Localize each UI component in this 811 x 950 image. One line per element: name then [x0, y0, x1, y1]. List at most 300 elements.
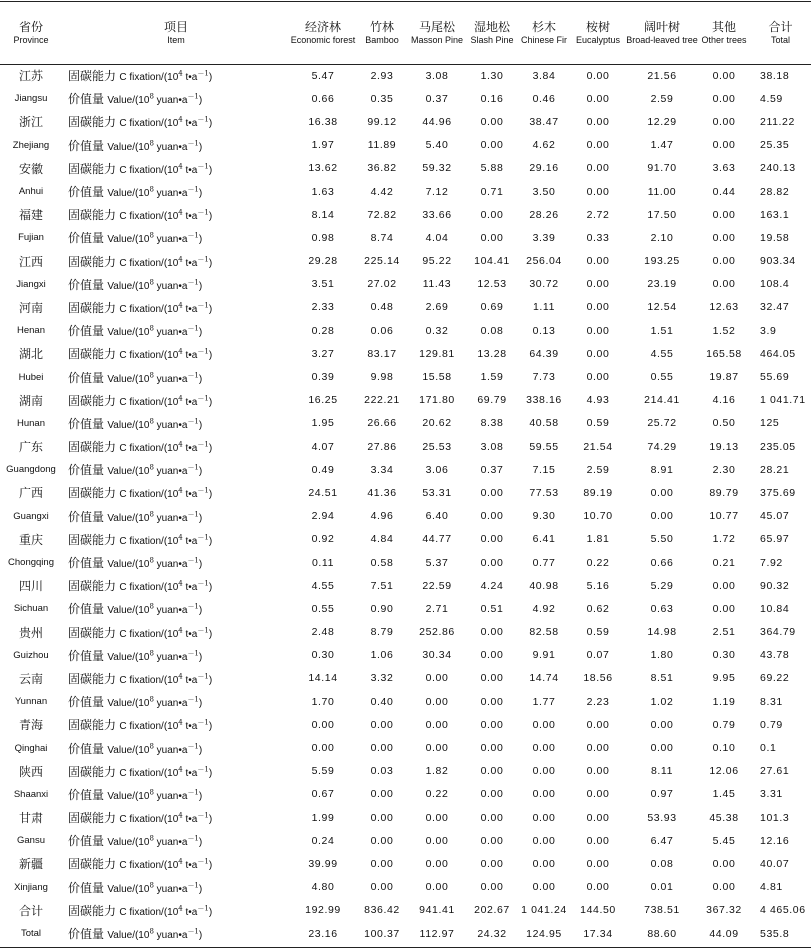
value-cell: 16.38 — [308, 115, 338, 128]
item-text-part: 价值量 — [68, 695, 105, 710]
value-cell: 0.00 — [586, 324, 610, 337]
province-cell: 重庆 — [18, 532, 43, 547]
item-text-part: Value/(10 — [107, 837, 150, 849]
item-text-part: －1 — [187, 92, 199, 101]
value-cell: 0.00 — [712, 208, 736, 221]
value-cell: 22.59 — [422, 579, 452, 592]
value-cell: 0.00 — [480, 208, 504, 221]
item-text-part: 固碳能力 — [68, 300, 117, 315]
value-cell: 36.82 — [367, 162, 397, 175]
header-other-trees: 其他 Other trees — [701, 19, 747, 45]
item-value — [62, 736, 290, 759]
item-text-part: yuan•a — [153, 141, 188, 153]
item-text-part: 4 — [178, 857, 183, 866]
table-row — [0, 713, 811, 736]
header-broad-leaved-tree: 阔叶树 Broad-leaved tree — [626, 19, 698, 45]
item-text-part: 固碳能力 — [68, 486, 117, 501]
value-cell: 0.00 — [311, 718, 335, 731]
value-cell: 0.51 — [480, 602, 504, 615]
value-cell: 0.55 — [311, 602, 335, 615]
item-text-part: ) — [198, 651, 203, 663]
province-cell: Jiangxi — [16, 278, 46, 290]
value-cell: 9.95 — [712, 672, 736, 685]
table-row — [0, 296, 811, 319]
value-cell: 64.39 — [529, 347, 559, 360]
total-cell: 0.79 — [760, 718, 783, 731]
value-cell: 4.07 — [311, 440, 335, 453]
value-cell: 0.06 — [370, 324, 394, 337]
value-cell: 0.35 — [370, 92, 394, 105]
value-cell: 29.28 — [308, 255, 338, 268]
value-cell: 29.16 — [529, 162, 559, 175]
total-cell: 65.97 — [760, 533, 790, 546]
item-text-part: 价值量 — [68, 787, 105, 802]
item-text-part: ) — [198, 280, 203, 292]
value-cell: 1.06 — [370, 649, 394, 662]
total-cell: 90.32 — [760, 579, 790, 592]
value-cell: 3.32 — [370, 672, 394, 685]
table-row — [0, 852, 811, 875]
item-carbon-fixation — [62, 899, 290, 922]
item-text-part: 固碳能力 — [68, 625, 117, 640]
value-cell: 0.00 — [425, 834, 449, 847]
value-cell: 0.00 — [370, 881, 394, 894]
header-row — [0, 2, 811, 64]
table-row — [0, 667, 811, 690]
value-cell: 0.00 — [586, 92, 610, 105]
item-value — [62, 273, 290, 296]
item-text-part: ) — [198, 559, 203, 571]
item-text-part: ) — [198, 512, 203, 524]
value-cell: 3.08 — [425, 69, 449, 82]
value-cell: 4.84 — [370, 533, 394, 546]
value-cell: 1.02 — [650, 695, 674, 708]
value-cell: 0.00 — [586, 255, 610, 268]
value-cell: 1.72 — [712, 533, 736, 546]
table-body — [0, 64, 811, 945]
header-economic-forest: 经济林 Economic forest — [290, 19, 356, 45]
item-text-part: 8 — [149, 463, 154, 472]
item-value — [62, 458, 290, 481]
value-cell: 2.48 — [311, 626, 335, 639]
item-text-part: 4 — [178, 626, 183, 635]
item-text-part: t•a — [182, 721, 198, 733]
item-carbon-fixation — [62, 203, 290, 226]
value-cell: 21.56 — [647, 69, 677, 82]
item-text-part: 4 — [178, 162, 183, 171]
header-bamboo: 竹林 Bamboo — [365, 19, 399, 45]
value-cell: 3.06 — [425, 463, 449, 476]
item-text-part: 价值量 — [68, 927, 105, 942]
value-cell: 0.00 — [586, 139, 610, 152]
value-cell: 4.42 — [370, 185, 394, 198]
item-text-part: 价值量 — [68, 648, 105, 663]
value-cell: 0.00 — [586, 811, 610, 824]
item-text-part: 4 — [178, 811, 183, 820]
value-cell: 4.62 — [532, 139, 556, 152]
value-cell: 2.33 — [311, 301, 335, 314]
item-text-part: 4 — [178, 69, 183, 78]
item-text-part: －1 — [187, 324, 199, 333]
province-cell: 河南 — [18, 300, 43, 315]
total-cell: 1 041.71 — [760, 394, 806, 407]
item-text-part: 8 — [149, 92, 154, 101]
value-cell: 25.72 — [647, 417, 677, 430]
item-text-part: t•a — [182, 211, 198, 223]
value-cell: 10.77 — [709, 510, 739, 523]
value-cell: 214.41 — [644, 394, 680, 407]
value-cell: 44.96 — [422, 115, 452, 128]
value-cell: 0.00 — [425, 672, 449, 685]
item-text-part: 8 — [149, 834, 154, 843]
value-cell: 0.44 — [712, 185, 736, 198]
table-row — [0, 180, 811, 203]
item-text-part: 4 — [178, 765, 183, 774]
item-text-part: －1 — [197, 486, 209, 495]
value-cell: 0.00 — [586, 371, 610, 384]
item-text-part: －1 — [187, 231, 199, 240]
item-text-part: ) — [208, 721, 213, 733]
value-cell: 8.79 — [370, 626, 394, 639]
item-text-part: yuan•a — [153, 837, 188, 849]
value-cell: 0.00 — [586, 718, 610, 731]
table-row — [0, 690, 811, 713]
total-cell: 211.22 — [760, 115, 795, 128]
value-cell: 252.86 — [419, 626, 455, 639]
item-text-part: 价值量 — [68, 231, 105, 246]
item-text-part: －1 — [197, 811, 209, 820]
value-cell: 95.22 — [422, 255, 452, 268]
item-text-part: 价值量 — [68, 92, 105, 107]
item-text-part: Value/(10 — [107, 698, 150, 710]
value-cell: 222.21 — [364, 394, 400, 407]
value-cell: 0.22 — [425, 788, 449, 801]
value-cell: 836.42 — [364, 904, 400, 917]
item-text-part: t•a — [182, 164, 198, 176]
item-text-part: C fixation/(10 — [119, 582, 179, 594]
table-row — [0, 806, 811, 829]
value-cell: 6.40 — [425, 510, 449, 523]
value-cell: 5.45 — [712, 834, 736, 847]
province-cell: 江苏 — [18, 69, 43, 84]
province-cell: Yunnan — [14, 696, 48, 708]
item-text-part: ) — [198, 327, 203, 339]
item-text-part: －1 — [197, 255, 209, 264]
item-text-part: ) — [208, 257, 213, 269]
item-text-part: t•a — [182, 396, 198, 408]
item-text-part: yuan•a — [153, 419, 188, 431]
value-cell: 0.00 — [712, 69, 736, 82]
item-text-part: 8 — [149, 602, 154, 611]
province-cell: 广东 — [18, 440, 43, 455]
item-carbon-fixation — [62, 435, 290, 458]
value-cell: 0.00 — [586, 881, 610, 894]
item-text-part: ) — [198, 698, 203, 710]
value-cell: 2.23 — [586, 695, 610, 708]
item-text-part: 固碳能力 — [68, 208, 117, 223]
value-cell: 8.14 — [311, 208, 335, 221]
value-cell: 0.07 — [586, 649, 610, 662]
province-cell: Chongqing — [8, 557, 54, 569]
item-value — [62, 690, 290, 713]
value-cell: 0.66 — [311, 92, 335, 105]
value-cell: 100.37 — [364, 927, 400, 940]
value-cell: 367.32 — [706, 904, 742, 917]
value-cell: 53.31 — [422, 486, 452, 499]
value-cell: 0.46 — [532, 92, 556, 105]
table-row — [0, 273, 811, 296]
item-text-part: 8 — [149, 371, 154, 380]
item-text-part: t•a — [182, 674, 198, 686]
value-cell: 0.00 — [370, 834, 394, 847]
value-cell: 24.32 — [477, 927, 507, 940]
item-text-part: ) — [198, 95, 203, 107]
item-text-part: C fixation/(10 — [119, 396, 179, 408]
total-cell: 28.82 — [760, 185, 790, 198]
value-cell: 39.99 — [308, 857, 338, 870]
item-carbon-fixation — [62, 713, 290, 736]
province-cell: 云南 — [18, 671, 43, 686]
item-text-part: C fixation/(10 — [119, 721, 179, 733]
value-cell: 12.54 — [647, 301, 677, 314]
item-text-part: 固碳能力 — [68, 764, 117, 779]
total-cell: 38.18 — [760, 69, 790, 82]
value-cell: 4.96 — [370, 510, 394, 523]
value-cell: 2.69 — [425, 301, 449, 314]
value-cell: 0.98 — [311, 231, 335, 244]
item-value — [62, 412, 290, 435]
item-value — [62, 783, 290, 806]
value-cell: 8.51 — [650, 672, 674, 685]
total-cell: 4 465.06 — [760, 904, 806, 917]
table-row — [0, 597, 811, 620]
province-cell: 合计 — [18, 903, 43, 918]
province-cell: Qinghai — [14, 742, 48, 754]
value-cell: 5.88 — [480, 162, 504, 175]
value-cell: 4.80 — [311, 881, 335, 894]
item-text-part: －1 — [197, 162, 209, 171]
value-cell: 0.00 — [480, 556, 504, 569]
header-item: 项目 Item — [163, 19, 188, 45]
item-text-part: 8 — [149, 139, 154, 148]
value-cell: 5.59 — [311, 765, 335, 778]
value-cell: 2.59 — [586, 463, 610, 476]
item-text-part: 8 — [149, 742, 154, 751]
item-text-part: yuan•a — [153, 327, 188, 339]
table-row — [0, 829, 811, 852]
item-text-part: C fixation/(10 — [119, 628, 179, 640]
value-cell: 0.00 — [712, 579, 736, 592]
value-cell: 0.00 — [480, 672, 504, 685]
item-text-part: C fixation/(10 — [119, 303, 179, 315]
value-cell: 1.82 — [425, 765, 449, 778]
item-text-part: －1 — [197, 672, 209, 681]
value-cell: 0.00 — [586, 69, 610, 82]
item-text-part: 4 — [178, 115, 183, 124]
value-cell: 0.00 — [480, 139, 504, 152]
value-cell: 0.32 — [425, 324, 449, 337]
item-text-part: －1 — [187, 834, 199, 843]
value-cell: 0.00 — [425, 857, 449, 870]
item-text-part: Value/(10 — [107, 234, 150, 246]
value-cell: 19.87 — [709, 371, 739, 384]
item-text-part: Value/(10 — [107, 930, 150, 942]
value-cell: 0.00 — [712, 602, 736, 615]
item-text-part: 固碳能力 — [68, 671, 117, 686]
value-cell: 1.99 — [311, 811, 335, 824]
item-text-part: t•a — [182, 814, 198, 826]
value-cell: 0.00 — [370, 811, 394, 824]
province-cell: Hunan — [17, 417, 45, 429]
value-cell: 0.00 — [480, 486, 504, 499]
value-cell: 129.81 — [419, 347, 455, 360]
item-text-part: t•a — [182, 582, 198, 594]
item-text-part: －1 — [197, 765, 209, 774]
total-cell: 903.34 — [760, 255, 796, 268]
value-cell: 0.00 — [425, 742, 449, 755]
value-cell: 11.00 — [647, 185, 677, 198]
value-cell: 165.58 — [706, 347, 742, 360]
value-cell: 69.79 — [477, 394, 507, 407]
province-cell: 新疆 — [18, 857, 43, 872]
value-cell: 0.00 — [586, 788, 610, 801]
value-cell: 11.89 — [367, 139, 397, 152]
value-cell: 192.99 — [305, 904, 341, 917]
value-cell: 0.22 — [586, 556, 610, 569]
total-cell: 3.9 — [760, 324, 777, 337]
item-carbon-fixation — [62, 760, 290, 783]
value-cell: 23.19 — [647, 278, 677, 291]
value-cell: 5.16 — [586, 579, 610, 592]
value-cell: 0.00 — [370, 718, 394, 731]
value-cell: 5.47 — [311, 69, 335, 82]
item-text-part: yuan•a — [153, 883, 188, 895]
value-cell: 0.00 — [586, 765, 610, 778]
item-text-part: －1 — [187, 649, 199, 658]
value-cell: 0.00 — [532, 857, 556, 870]
province-cell: 四川 — [18, 579, 43, 594]
item-text-part: ) — [198, 466, 203, 478]
value-cell: 0.00 — [532, 718, 556, 731]
total-cell: 4.81 — [760, 881, 783, 894]
item-text-part: ) — [208, 164, 213, 176]
value-cell: 16.25 — [308, 394, 338, 407]
value-cell: 0.37 — [480, 463, 504, 476]
item-carbon-fixation — [62, 574, 290, 597]
value-cell: 1 041.24 — [521, 904, 567, 917]
province-cell: Jiangsu — [14, 93, 48, 105]
value-cell: 7.12 — [425, 185, 449, 198]
value-cell: 0.00 — [480, 857, 504, 870]
item-carbon-fixation — [62, 481, 290, 504]
value-cell: 0.28 — [311, 324, 335, 337]
province-cell: 安徽 — [18, 161, 43, 176]
value-cell: 0.62 — [586, 602, 610, 615]
value-cell: 3.08 — [480, 440, 504, 453]
value-cell: 0.00 — [712, 231, 736, 244]
item-text-part: －1 — [187, 881, 199, 890]
value-cell: 5.40 — [425, 139, 449, 152]
value-cell: 4.16 — [712, 394, 736, 407]
value-cell: 14.98 — [647, 626, 677, 639]
value-cell: 0.00 — [586, 185, 610, 198]
value-cell: 0.00 — [480, 765, 504, 778]
item-text-part: C fixation/(10 — [119, 674, 179, 686]
value-cell: 44.09 — [709, 927, 739, 940]
total-cell: 364.79 — [760, 626, 796, 639]
value-cell: 3.39 — [532, 231, 556, 244]
value-cell: 0.77 — [532, 556, 556, 569]
total-cell: 108.4 — [760, 278, 790, 291]
table-row — [0, 435, 811, 458]
value-cell: 0.00 — [712, 92, 736, 105]
item-carbon-fixation — [62, 528, 290, 551]
value-cell: 0.00 — [586, 115, 610, 128]
item-text-part: C fixation/(10 — [119, 489, 179, 501]
bottom-rule — [0, 947, 811, 948]
value-cell: 1.97 — [311, 139, 335, 152]
province-cell: Guangdong — [6, 464, 56, 476]
item-text-part: Value/(10 — [107, 280, 150, 292]
item-text-part: 固碳能力 — [68, 347, 117, 362]
value-cell: 0.66 — [650, 556, 674, 569]
value-cell: 1.77 — [532, 695, 556, 708]
header-chinese-fir: 杉木 Chinese Fir — [520, 19, 567, 45]
total-cell: 3.31 — [760, 788, 783, 801]
item-text-part: ) — [198, 790, 203, 802]
value-cell: 0.49 — [311, 463, 335, 476]
item-text-part: 8 — [149, 788, 154, 797]
value-cell: 17.34 — [583, 927, 613, 940]
value-cell: 4.04 — [425, 231, 449, 244]
item-text-part: Value/(10 — [107, 559, 150, 571]
table-row — [0, 64, 811, 87]
value-cell: 14.14 — [308, 672, 338, 685]
table-row — [0, 203, 811, 226]
item-text-part: yuan•a — [153, 188, 188, 200]
value-cell: 0.08 — [650, 857, 674, 870]
item-text-part: 价值量 — [68, 463, 105, 478]
value-cell: 77.53 — [529, 486, 559, 499]
value-cell: 82.58 — [529, 626, 559, 639]
total-cell: 8.31 — [760, 695, 783, 708]
table-row — [0, 876, 811, 899]
table-row — [0, 389, 811, 412]
value-cell: 1.30 — [480, 69, 504, 82]
table-row — [0, 922, 811, 945]
value-cell: 0.00 — [586, 742, 610, 755]
item-text-part: Value/(10 — [107, 466, 150, 478]
value-cell: 1.81 — [586, 533, 610, 546]
item-text-part: －1 — [197, 69, 209, 78]
item-text-part: yuan•a — [153, 95, 188, 107]
item-text-part: ) — [198, 188, 203, 200]
value-cell: 2.59 — [650, 92, 674, 105]
value-cell: 0.00 — [480, 811, 504, 824]
item-text-part: 4 — [178, 904, 183, 913]
value-cell: 0.00 — [532, 811, 556, 824]
value-cell: 0.00 — [650, 718, 674, 731]
item-text-part: 固碳能力 — [68, 903, 117, 918]
value-cell: 171.80 — [419, 394, 455, 407]
value-cell: 8.91 — [650, 463, 674, 476]
value-cell: 0.00 — [532, 881, 556, 894]
province-cell: Xinjiang — [14, 881, 48, 893]
table-row — [0, 250, 811, 273]
table-row — [0, 87, 811, 110]
value-cell: 0.00 — [480, 834, 504, 847]
item-text-part: 固碳能力 — [68, 811, 117, 826]
